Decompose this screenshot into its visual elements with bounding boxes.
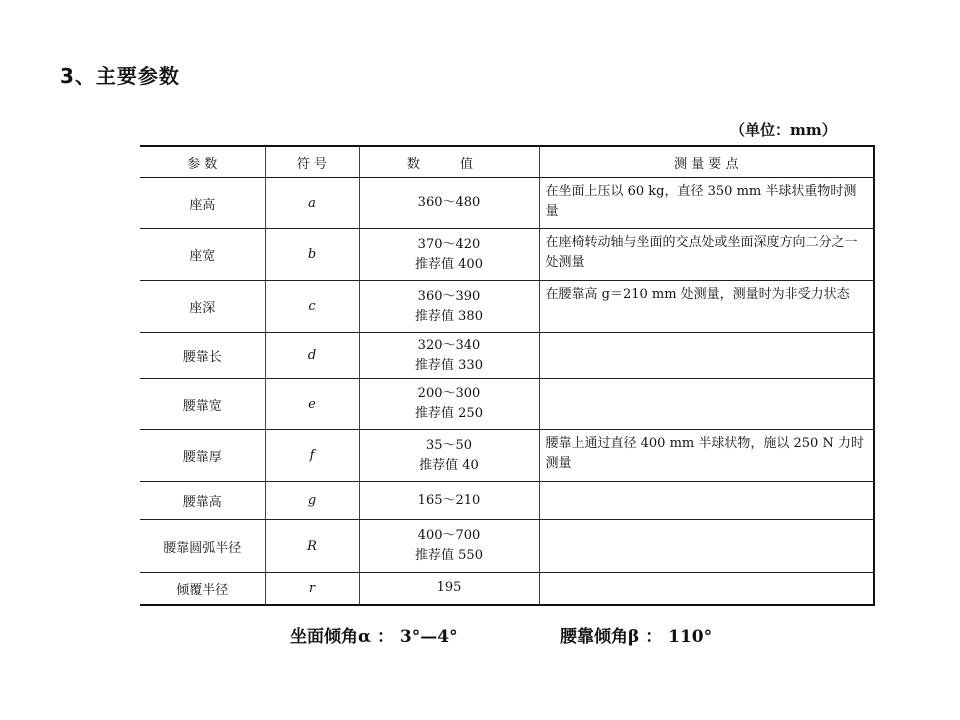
symbol-cell: f (265, 430, 359, 482)
param-cell: 座宽 (140, 229, 265, 281)
value-recommended: 推荐值 40 (419, 457, 479, 473)
table-row (140, 520, 874, 573)
value-recommended: 推荐值 400 (415, 256, 483, 272)
symbol-cell: R (265, 520, 359, 573)
table-row (140, 281, 874, 333)
value-recommended: 推荐值 550 (415, 548, 483, 563)
param-cell: 座深 (140, 281, 265, 333)
symbol-cell: d (265, 333, 359, 379)
param-cell: 腰靠宽 (140, 379, 265, 430)
symbol-cell: c (265, 281, 359, 333)
note-cell: 腰靠上通过直径 400 mm 半球状物，施以 250 N 力时测量 (539, 430, 874, 482)
value-recommended: 推荐值 250 (415, 406, 483, 421)
table-row (140, 573, 874, 605)
note-cell (539, 379, 874, 430)
symbol-cell: e (265, 379, 359, 430)
value-range: 320～340 (417, 337, 481, 353)
value-range: 360～480 (417, 195, 481, 210)
value-recommended: 推荐值 330 (415, 357, 483, 373)
symbol-cell: g (265, 482, 359, 520)
symbol-cell: r (265, 573, 359, 605)
back-angle-text: 腰靠倾角β ： 110° (560, 627, 713, 647)
table-row (140, 178, 874, 229)
param-cell: 腰靠厚 (140, 430, 265, 482)
section-title: 3、主要参数 (60, 64, 180, 88)
note-cell (539, 333, 874, 379)
note-cell: 在坐面上压以 60 kg，直径 350 mm 半球状重物时测量 (539, 178, 874, 229)
value-cell (359, 178, 539, 229)
param-cell: 腰靠高 (140, 482, 265, 520)
table-row (140, 229, 874, 281)
unit-label: （单位：mm） (730, 121, 837, 139)
value-cell (359, 430, 539, 482)
param-cell: 倾覆半径 (140, 573, 265, 605)
value-range: 195 (436, 580, 462, 596)
value-cell (359, 573, 539, 605)
header-param: 参 数 (140, 146, 265, 178)
param-cell: 座高 (140, 178, 265, 229)
value-range: 360～390 (417, 288, 481, 304)
note-cell (539, 573, 874, 605)
header-value: 数 值 (359, 146, 539, 178)
note-cell (539, 520, 874, 573)
table-row (140, 379, 874, 430)
header-note: 测 量 要 点 (539, 146, 874, 178)
note-cell: 在腰靠高 g＝210 mm 处测量，测量时为非受力状态 (539, 281, 874, 333)
symbol-cell: a (265, 178, 359, 229)
value-recommended: 推荐值 380 (415, 308, 483, 324)
value-cell (359, 482, 539, 520)
seat-angle-text: 坐面倾角α ： 3°—4° (290, 627, 458, 647)
table-row (140, 430, 874, 482)
param-cell: 腰靠圆弧半径 (140, 520, 265, 573)
value-range: 400～700 (417, 528, 481, 543)
value-range: 165～210 (417, 492, 481, 508)
symbol-cell: b (265, 229, 359, 281)
value-range: 35～50 (425, 437, 473, 453)
value-cell (359, 333, 539, 379)
header-symbol: 符 号 (265, 146, 359, 178)
table-header-row (140, 146, 874, 178)
value-cell (359, 281, 539, 333)
table-row (140, 333, 874, 379)
table-row (140, 482, 874, 520)
value-cell (359, 229, 539, 281)
parameters-table (140, 145, 875, 606)
note-cell (539, 482, 874, 520)
value-range: 370～420 (417, 236, 481, 252)
value-cell (359, 379, 539, 430)
note-cell: 在座椅转动轴与坐面的交点处或坐面深度方向二分之一处测量 (539, 229, 874, 281)
value-range: 200～300 (417, 386, 481, 401)
param-cell: 腰靠长 (140, 333, 265, 379)
value-cell (359, 520, 539, 573)
